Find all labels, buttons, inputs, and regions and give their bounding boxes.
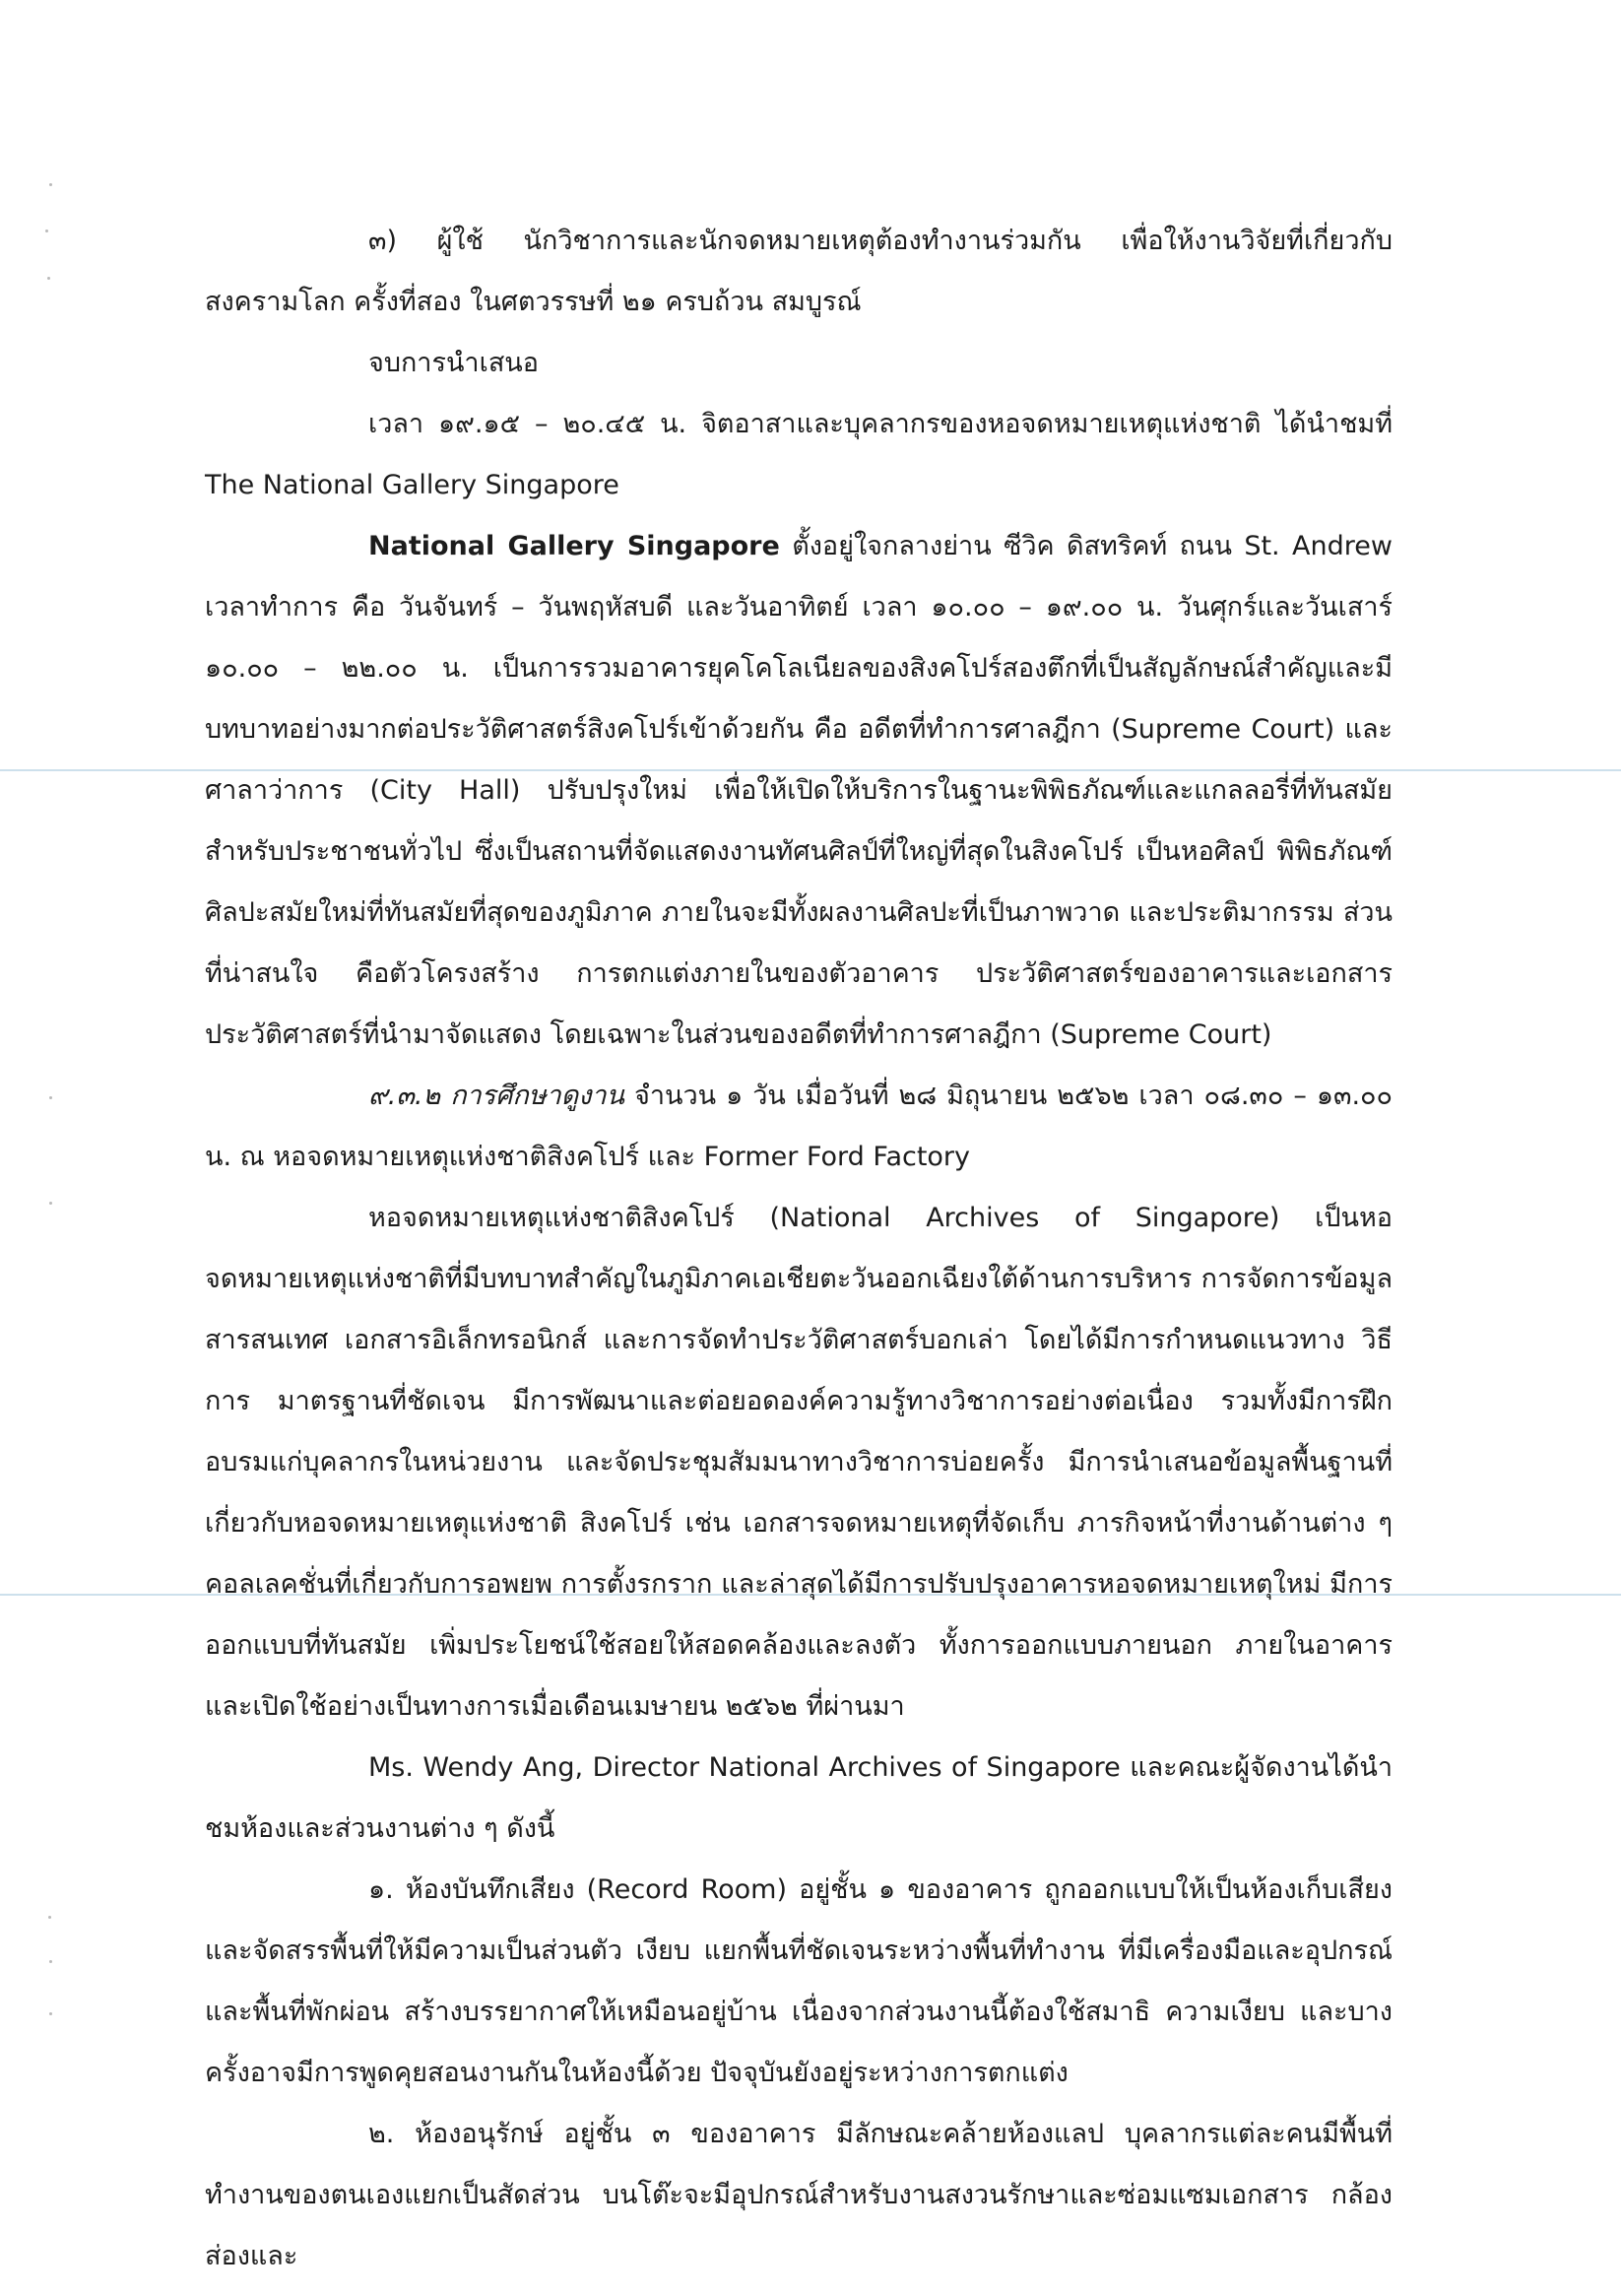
document-body	[205, 211, 1393, 2287]
paragraph-national-archives: หอจดหมายเหตุแห่งชาติสิงคโปร์ (National Archives of Singapore) เป็นหอจดหมายเหตุแห่งชาติที่มีบทบาทสำคัญในภูมิภาคเอเชียตะวันออกเฉียงใต้ด้านการบริหาร การจัดการข้อมูลสารสนเทศ เอกสารอิเล็กทรอนิกส์ และการจัดทำประวัติศาสตร์บอกเล่า โดยได้มีการกำหนดแนวทาง วิธีการ มาตรฐานที่ชัดเจน มีการพัฒนาและต่อยอดองค์ความรู้ทางวิชาการอย่างต่อเนื่อง รวมทั้งมีการฝึกอบรมแก่บุคลากรในหน่วยงาน และจัดประชุมสัมมนาทางวิชาการบ่อยครั้ง มีการนำเสนอข้อมูลพื้นฐานที่เกี่ยวกับหอจดหมายเหตุแห่งชาติ สิงคโปร์ เช่น เอกสารจดหมายเหตุที่จัดเก็บ ภารกิจหน้าที่งานด้านต่าง ๆ คอลเลคชั่นที่เกี่ยวกับการอพยพ การตั้งรกราก และล่าสุดได้มีการปรับปรุงอาคารหอจดหมายเหตุใหม่ มีการออกแบบที่ทันสมัย เพิ่มประโยชน์ใช้สอยให้สอดคล้องและลงตัว ทั้งการออกแบบภายนอก ภายในอาคาร และเปิดใช้อย่างเป็นทางการเมื่อเดือนเมษายน ๒๕๖๒ ที่ผ่านมา	[205, 1203, 1393, 1722]
scan-dot	[49, 2012, 52, 2015]
paragraph-conservation-room: ๒. ห้องอนุรักษ์ อยู่ชั้น ๓ ของอาคาร มีลักษณะคล้ายห้องแลป บุคลากรแต่ละคนมีพื้นที่ทำงานของตนเองแยกเป็นสัดส่วน บนโต๊ะจะมีอุปกรณ์สำหรับงานสงวนรักษาและซ่อมแซมเอกสาร กล้องส่องและ	[205, 2119, 1393, 2271]
paragraph-gallery-tour-time: เวลา ๑๙.๑๕ – ๒๐.๔๕ น. จิตอาสาและบุคลากรของหอจดหมายเหตุแห่งชาติ ได้นำชมที่ The National Gallery Singapore	[205, 409, 1393, 500]
scan-dot	[49, 1096, 52, 1099]
gallery-name-bold: National Gallery Singapore	[368, 531, 780, 561]
paragraph-tour-intro: Ms. Wendy Ang, Director National Archives of Singapore และคณะผู้จัดงานได้นำชมห้องและส่วนงานต่าง ๆ ดังนี้	[205, 1752, 1393, 1844]
paragraph-national-gallery: National Gallery Singapore ตั้งอยู่ใจกลางย่าน ซีวิค ดิสทริคท์ ถนน St. Andrew เวลาทำการ คือ วันจันทร์ – วันพฤหัสบดี และวันอาทิตย์ เวลา ๑๐.๐๐ – ๑๙.๐๐ น. วันศุกร์และวันเสาร์ ๑๐.๐๐ – ๒๒.๐๐ น. เป็นการรวมอาคารยุคโคโลเนียลของสิงคโปร์สองตึกที่เป็นสัญลักษณ์สำคัญและมีบทบาทอย่างมากต่อประวัติศาสตร์สิงคโปร์เข้าด้วยกัน คือ อดีตที่ทำการศาลฎีกา (Supreme Court) และศาลาว่าการ (City Hall) ปรับปรุงใหม่ เพื่อให้เปิดให้บริการในฐานะพิพิธภัณฑ์และแกลลอรี่ที่ทันสมัยสำหรับประชาชนทั่วไป ซึ่งเป็นสถานที่จัดแสดงงานทัศนศิลป์ที่ใหญ่ที่สุดในสิงคโปร์ เป็นหอศิลป์ พิพิธภัณฑ์ศิลปะสมัยใหม่ที่ทันสมัยที่สุดของภูมิภาค ภายในจะมีทั้งผลงานศิลปะที่เป็นภาพวาด และประติมากรรม ส่วนที่น่าสนใจ คือตัวโครงสร้าง การตกแต่งภายในของตัวอาคาร ประวัติศาสตร์ของอาคารและเอกสารประวัติศาสตร์ที่นำมาจัดแสดง โดยเฉพาะในส่วนของอดีตที่ทำการศาลฎีกา (Supreme Court)	[205, 531, 1393, 1050]
paragraph-researcher-collaboration: ๓) ผู้ใช้ นักวิชาการและนักจดหมายเหตุต้องทำงานร่วมกัน เพื่อให้งานวิจัยที่เกี่ยวกับสงครามโลก ครั้งที่สอง ในศตวรรษที่ ๒๑ ครบถ้วน สมบูรณ์	[205, 226, 1393, 317]
scan-dot	[47, 277, 50, 280]
paragraph-end-of-presentation: จบการนำเสนอ	[368, 348, 539, 378]
paragraph-study-visit: ๙.๓.๒ การศึกษาดูงาน จำนวน ๑ วัน เมื่อวันที่ ๒๘ มิถุนายน ๒๕๖๒ เวลา ๐๘.๓๐ – ๑๓.๐๐ น. ณ หอจดหมายเหตุแห่งชาติสิงคโปร์ และ Former Ford Factory	[205, 1081, 1393, 1172]
paragraph-record-room: ๑. ห้องบันทึกเสียง (Record Room) อยู่ชั้น ๑ ของอาคาร ถูกออกแบบให้เป็นห้องเก็บเสียงและจัดสรรพื้นที่ให้มีความเป็นส่วนตัว เงียบ แยกพื้นที่ชัดเจนระหว่างพื้นที่ทำงาน ที่มีเครื่องมือและอุปกรณ์ และพื้นที่พักผ่อน สร้างบรรยากาศให้เหมือนอยู่บ้าน เนื่องจากส่วนงานนี้ต้องใช้สมาธิ ความเงียบ และบางครั้งอาจมีการพูดคุยสอนงานกันในห้องนี้ด้วย ปัจจุบันยังอยู่ระหว่างการตกแต่ง	[205, 1874, 1393, 2088]
scan-dot	[49, 183, 52, 186]
scan-dot	[49, 1202, 52, 1205]
scan-dot	[45, 230, 48, 232]
scan-dot	[48, 1916, 51, 1919]
section-heading-italic: ๙.๓.๒ การศึกษาดูงาน	[368, 1081, 624, 1111]
scan-dot	[49, 1960, 52, 1963]
